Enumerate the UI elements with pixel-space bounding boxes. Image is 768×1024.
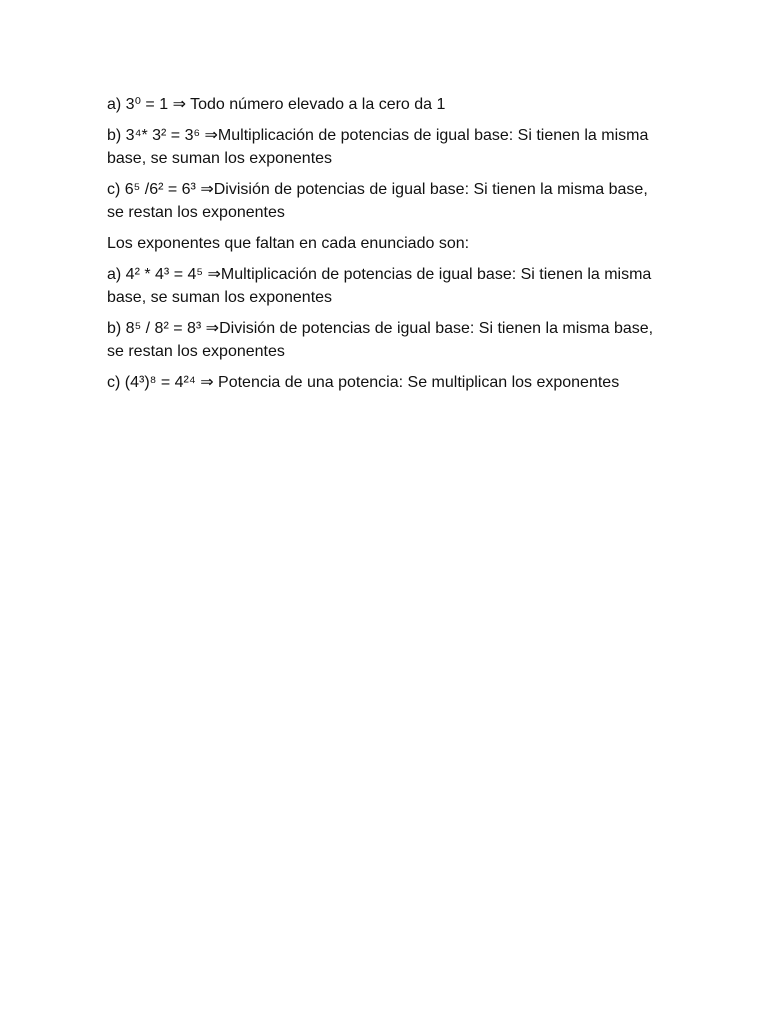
paragraph-rule-zero-exponent: a) 3⁰ = 1 ⇒ Todo número elevado a la cero da 1: [107, 96, 446, 113]
paragraph-intro-missing-exponents: Los exponentes que faltan en cada enunciado son:: [107, 235, 470, 252]
paragraph-answer-b: b) 8⁵ / 8² = 8³ ⇒División de potencias de igual base: Si tienen la misma base, se restan los exponentes: [107, 320, 654, 360]
paragraph-answer-a: a) 4² * 4³ = 4⁵ ⇒Multiplicación de potencias de igual base: Si tienen la misma base, se suman los exponentes: [107, 266, 652, 306]
paragraph-rule-multiplication: b) 3⁴* 3² = 3⁶ ⇒Multiplicación de potencias de igual base: Si tienen la misma base, se suman los exponentes: [107, 127, 649, 167]
paragraph-answer-c: c) (4³)⁸ = 4²⁴ ⇒ Potencia de una potencia: Se multiplican los exponentes: [107, 374, 620, 391]
paragraph-rule-division: c) 6⁵ /6² = 6³ ⇒División de potencias de igual base: Si tienen la misma base, se restan los exponentes: [107, 181, 648, 221]
